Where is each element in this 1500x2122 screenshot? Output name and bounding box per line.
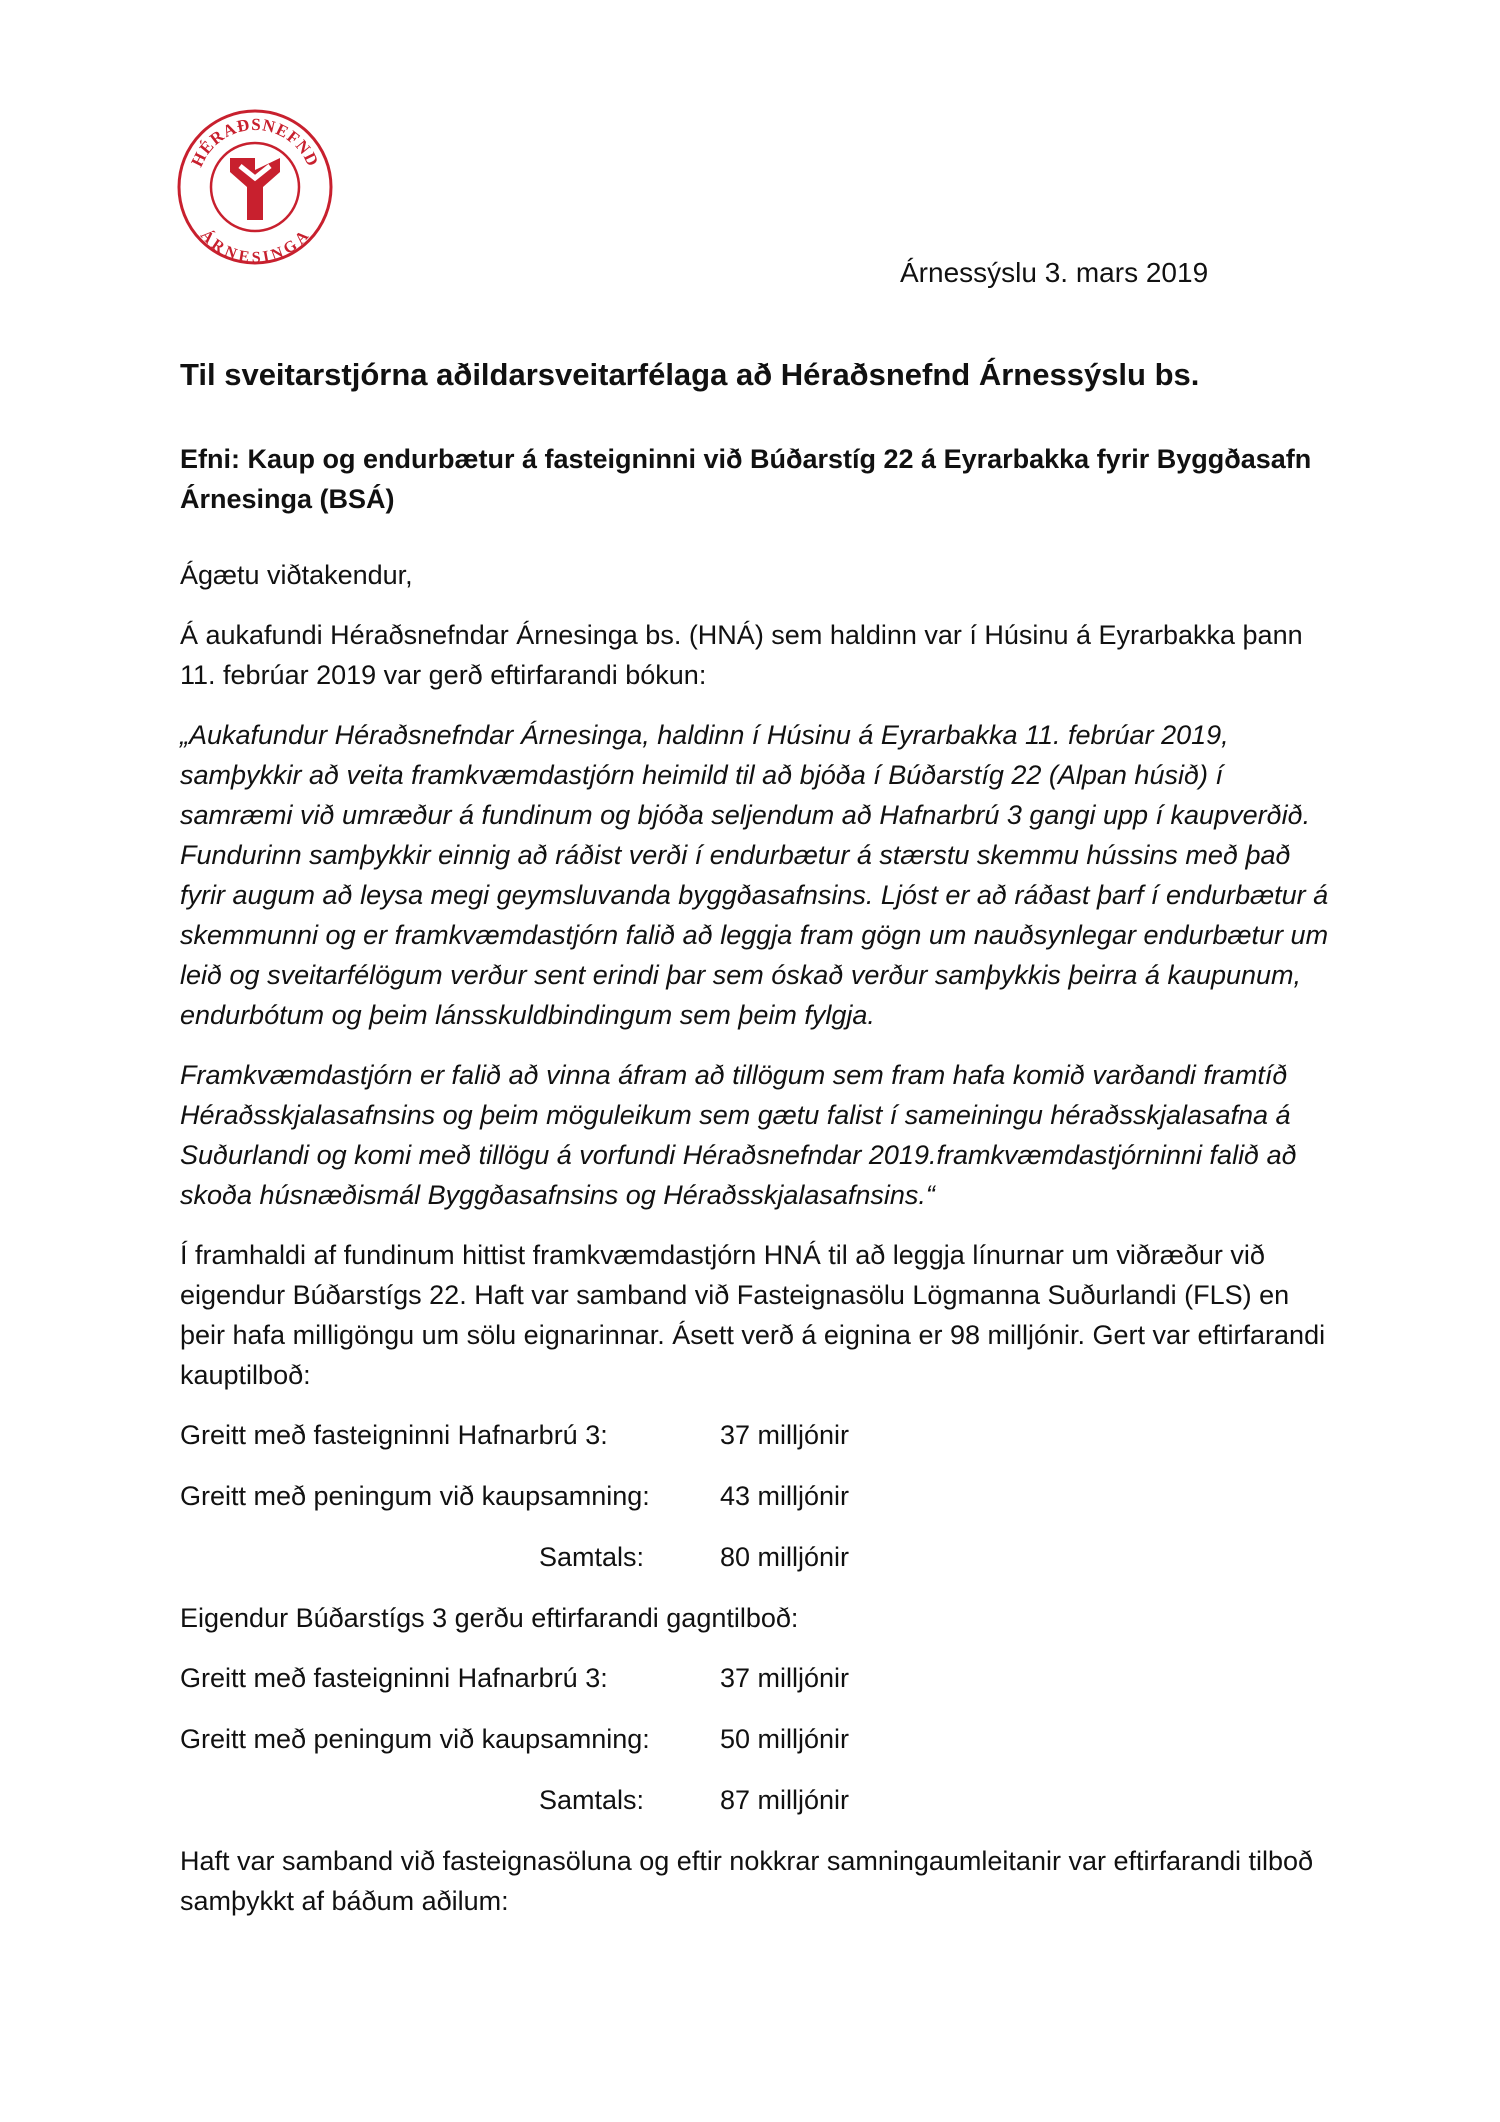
purchase-offer-table — [180, 1415, 1340, 1577]
offer-label: Greitt með fasteigninni Hafnarbrú 3: — [180, 1420, 608, 1451]
offer-label: Greitt með peningum við kaupsamning: — [180, 1481, 650, 1512]
offer-value: 50 milljónir — [720, 1724, 850, 1755]
offer-label: Greitt með fasteigninni Hafnarbrú 3: — [180, 1663, 608, 1694]
counter-offer-table — [180, 1658, 1340, 1820]
offer-total-label: Samtals: — [538, 1542, 644, 1573]
quoted-resolution-part-1: „Aukafundur Héraðsnefndar Árnesinga, haldinn í Húsinu á Eyrarbakka 11. febrúar 2019, samþykkir að veita framkvæmdastjórn heimild til að bjóða í Búðarstíg 22 (Alpan húsið) í samræmi við umræður á fundinum og bjóða seljendum að Hafnarbrú 3 gangi upp í kaupverðið. Fundurinn samþykkir einnig að ráðist verði í endurbætur á stærstu skemmu hússins með það fyrir augum að leysa megi geymsluvanda byggðasafnsins. Ljóst er að ráðast þarf í endurbætur á skemmunni og er framkvæmdastjórn falið að leggja fram gögn um nauðsynlegar endurbætur um leið og sveitarfélögum verður sent erindi þar sem óskað verður samþykkis þeirra á kaupunum, endurbótum og þeim lánsskuldbindingum sem þeim fylgja. — [180, 720, 1329, 1031]
letter-body — [180, 355, 1340, 1941]
intro-paragraph: Á aukafundi Héraðsnefndar Árnesinga bs. (HNÁ) sem haldinn var í Húsinu á Eyrarbakka þann 11. febrúar 2019 var gerð eftirfarandi bókun: — [180, 620, 1303, 691]
counter-offer-intro: Eigendur Búðarstígs 3 gerðu eftirfarandi gagntilboð: — [180, 1603, 799, 1634]
offer-row — [180, 1415, 1340, 1455]
offer-row — [180, 1719, 1340, 1759]
letter-title: Til sveitarstjórna aðildarsveitarfélaga að Héraðsnefnd Árnessýslu bs. — [180, 357, 1200, 392]
followup-paragraph: Í framhaldi af fundinum hittist framkvæmdastjórn HNÁ til að leggja línurnar um viðræður við eigendur Búðarstígs 22. Haft var samband við Fasteignasölu Lögmanna Suðurlandi (FLS) en þeir hafa milligöngu um sölu eignarinnar. Ásett verð á eignina er 98 milljónir. Gert var eftirfarandi kauptilboð: — [180, 1240, 1326, 1391]
offer-value: 37 milljónir — [720, 1420, 850, 1451]
offer-row — [180, 1658, 1340, 1698]
offer-row — [180, 1476, 1340, 1516]
offer-value: 43 milljónir — [720, 1481, 850, 1512]
seal-icon — [176, 108, 334, 266]
svg-text:HÉRAÐSNEFND: HÉRAÐSNEFND — [187, 114, 323, 170]
offer-total-value: 80 milljónir — [720, 1542, 850, 1573]
letter-date: Árnessýslu 3. mars 2019 — [900, 257, 1209, 288]
organization-logo — [176, 108, 334, 266]
offer-total-row — [180, 1780, 1340, 1820]
offer-total-value: 87 milljónir — [720, 1785, 850, 1816]
greeting: Ágætu viðtakendur, — [180, 560, 413, 591]
offer-total-label: Samtals: — [538, 1785, 644, 1816]
letter-subject: Efni: Kaup og endurbætur á fasteigninni við Búðarstíg 22 á Eyrarbakka fyrir Byggðasafn Árnesinga (BSÁ) — [180, 444, 1312, 515]
quoted-resolution-part-2: Framkvæmdastjórn er falið að vinna áfram að tillögum sem fram hafa komið varðandi framtíð Héraðsskjalasafnsins og þeim möguleikum sem gætu falist í sameiningu héraðsskjalasafna á Suðurlandi og komi með tillögu á vorfundi Héraðsnefndar 2019.framkvæmdastjórninni falið að skoða húsnæðismál Byggðasafnsins og Héraðsskjalasafnsins.“ — [180, 1060, 1297, 1211]
offer-total-row — [180, 1537, 1340, 1577]
offer-value: 37 milljónir — [720, 1663, 850, 1694]
closing-paragraph: Haft var samband við fasteignasöluna og eftir nokkrar samningaumleitanir var eftirfarandi tilboð samþykkt af báðum aðilum: — [180, 1846, 1314, 1917]
offer-label: Greitt með peningum við kaupsamning: — [180, 1724, 650, 1755]
svg-text:ÁRNESINGA: ÁRNESINGA — [196, 226, 314, 266]
